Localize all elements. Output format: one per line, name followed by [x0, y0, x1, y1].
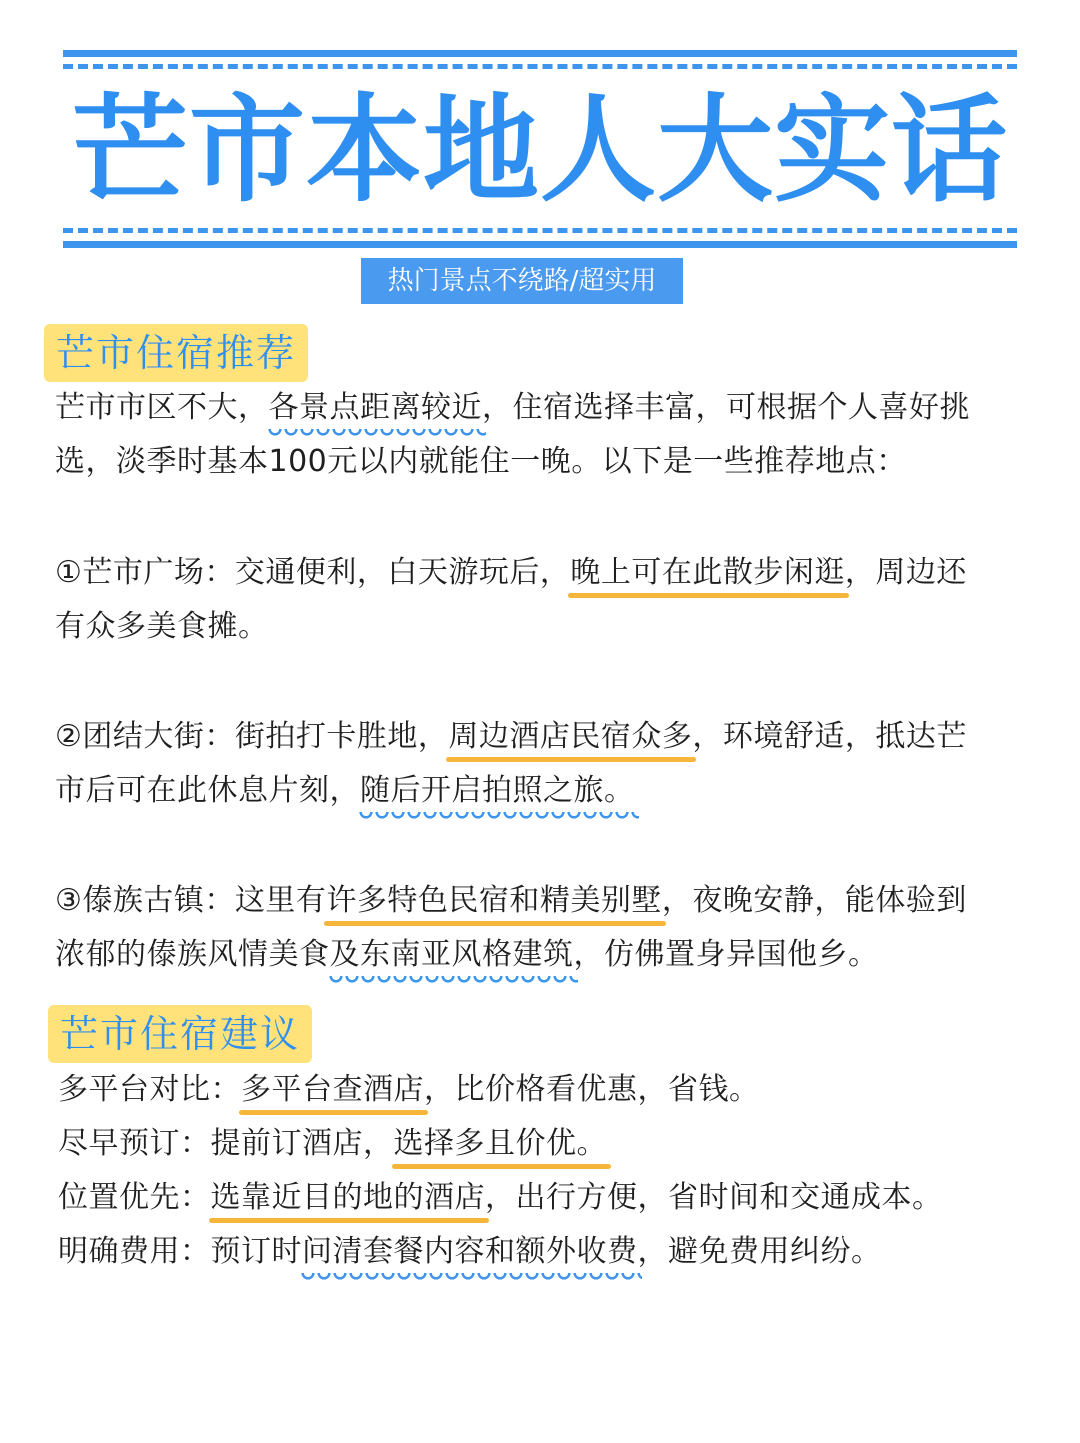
subtitle-badge: 热门景点不绕路/超实用: [361, 258, 683, 304]
top-dashed-rule: [63, 64, 1017, 69]
advice-item: [58, 1170, 1028, 1224]
advice-item: [58, 1116, 1028, 1170]
text-run: ，环境舒适，抵达芒: [692, 719, 967, 754]
text-run: ①芒市广场：交通便利，白天游玩后，: [55, 555, 571, 590]
highlight-wave: 随后开启拍照之旅。: [360, 764, 635, 818]
text-run: ，住宿选择丰富，可根据个人喜好挑: [482, 390, 970, 425]
highlight-underline: 许多特色民宿和精美别墅: [326, 874, 662, 928]
title-banner: [63, 50, 1017, 248]
recommend-item-square: [55, 546, 1025, 654]
advice-item: [58, 1062, 1028, 1116]
highlight-underline: 周边酒店民宿众多: [448, 710, 692, 764]
text-run: ，仿佛置身异国他乡。: [573, 937, 879, 972]
text-run: 尽早预订：提前订酒店，: [58, 1126, 394, 1161]
advice-list: [58, 1062, 1028, 1278]
text-run: ③傣族古镇：这里有: [55, 883, 327, 918]
highlight-wave: 各景点距离较近: [269, 381, 483, 435]
text-run: 明确费用：预订时: [58, 1234, 302, 1269]
intro-paragraph: [55, 381, 1025, 489]
text-run: 多平台对比：: [58, 1072, 241, 1107]
highlight-underline: 选择多且价优。: [394, 1116, 608, 1171]
text-run: 选，淡季时基本100元以内就能住一晚。以下是一些推荐地点：: [55, 444, 907, 479]
text-run: 市后可在此休息片刻，: [55, 773, 360, 808]
bottom-dashed-rule: [63, 228, 1017, 233]
text-run: ，避免费用纠纷。: [637, 1234, 882, 1269]
text-run: 芒市市区不大，: [55, 390, 269, 425]
highlight-underline: 选靠近目的地的酒店: [211, 1170, 486, 1225]
advice-item: [58, 1224, 1028, 1278]
section-heading-advice: 芒市住宿建议: [48, 1005, 312, 1063]
text-run: ②团结大街：街拍打卡胜地，: [55, 719, 449, 754]
text-run: ，周边还: [844, 555, 967, 590]
text-run: ，比价格看优惠，省钱。: [424, 1072, 760, 1107]
top-solid-rule: [63, 50, 1017, 57]
highlight-wave: 问清套餐内容和额外收费: [302, 1224, 638, 1279]
bottom-solid-rule: [63, 241, 1017, 248]
section-heading-recommend: 芒市住宿推荐: [44, 324, 308, 382]
page-title: 芒市本地人大实话: [72, 83, 1008, 218]
highlight-underline: 晚上可在此散步闲逛: [570, 546, 845, 600]
recommend-item-old-town: [55, 874, 1025, 982]
text-run: 位置优先：: [58, 1180, 211, 1215]
highlight-wave: 及东南亚风格建筑: [330, 928, 574, 982]
text-run: ，夜晚安静，能体验到: [661, 883, 967, 918]
text-run: 有众多美食摊。: [55, 609, 269, 644]
highlight-underline: 多平台查酒店: [241, 1062, 424, 1117]
text-run: ，出行方便，省时间和交通成本。: [485, 1180, 943, 1215]
text-run: 浓郁的傣族风情美食: [55, 937, 330, 972]
recommend-item-street: [55, 710, 1025, 818]
